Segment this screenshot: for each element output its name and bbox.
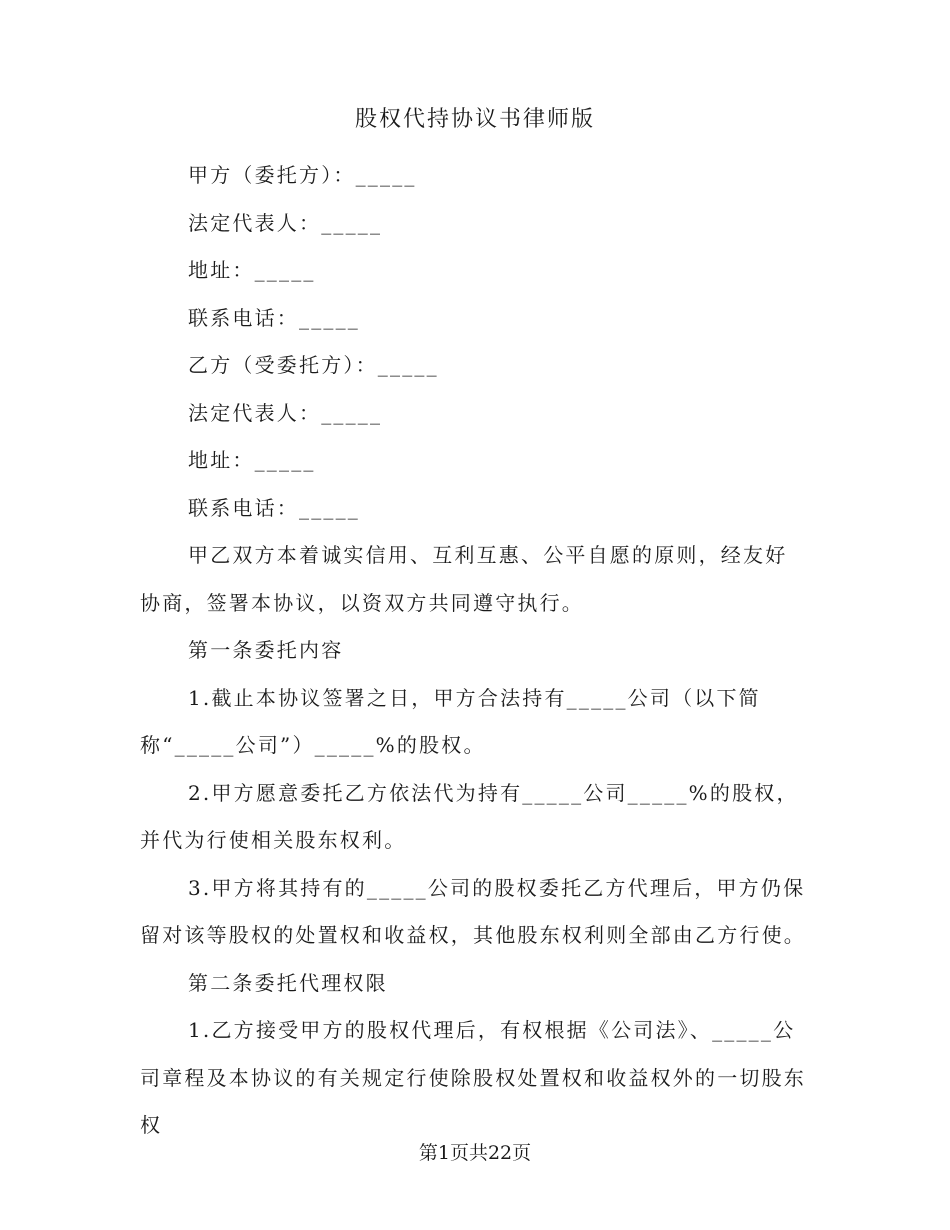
- article-2-item-1: 1.乙方接受甲方的股权代理后，有权根据《公司法》、_____公司章程及本协议的有关规定行使除股权处置权和收益权外的一切股东权: [140, 1018, 806, 1137]
- party-a-representative: 法定代表人：_____: [188, 210, 383, 235]
- party-a-phone: 联系电话：_____: [188, 305, 360, 330]
- article-1-heading: 第一条委托内容: [188, 638, 344, 662]
- preamble-paragraph: 甲乙双方本着诚实信用、互利互惠、公平自愿的原则，经友好协商，签署本协议，以资双方共同遵守执行。: [140, 543, 788, 615]
- article-1-item-2: 2.甲方愿意委托乙方依法代为持有_____公司_____%的股权，并代为行使相关股东权利。: [140, 780, 799, 852]
- document-title: 股权代持协议书律师版: [354, 107, 595, 132]
- article-1-item-3: 3.甲方将其持有的_____公司的股权委托乙方代理后，甲方仍保留对该等股权的处置权和收益权，其他股东权利则全部由乙方行使。: [140, 875, 806, 947]
- document-body: [140, 152, 808, 1150]
- party-b-address: 地址：_____: [188, 448, 316, 472]
- party-b-phone: 联系电话：_____: [188, 495, 360, 520]
- party-b-label: 乙方（受委托方）：_____: [188, 353, 439, 377]
- article-2-heading: 第二条委托代理权限: [188, 970, 388, 995]
- party-a-address: 地址：_____: [188, 258, 316, 282]
- party-a-label: 甲方（委托方）：_____: [188, 163, 417, 187]
- article-1-item-1: 1.截止本协议签署之日，甲方合法持有_____公司（以下简称“_____公司”）_____%的股权。: [140, 685, 761, 757]
- page-indicator: 第1页共22页: [418, 1142, 532, 1164]
- party-b-representative: 法定代表人：_____: [188, 400, 383, 425]
